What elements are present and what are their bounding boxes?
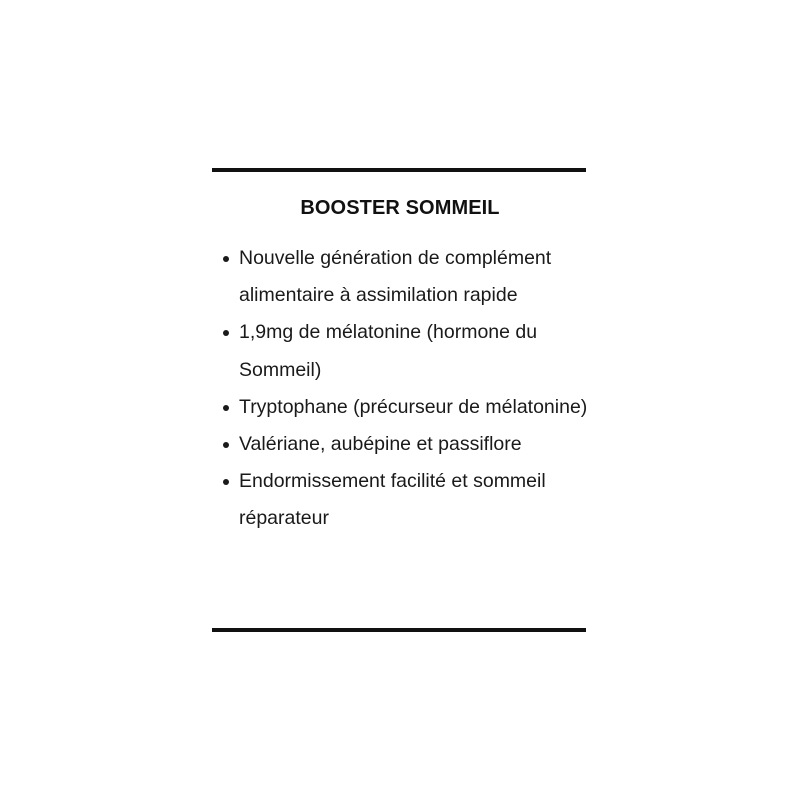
bullet-icon	[223, 330, 229, 336]
bullet-icon	[223, 479, 229, 485]
feature-list	[218, 240, 608, 538]
list-item-text: Valériane, aubépine et passiflore	[239, 433, 522, 456]
bullet-icon	[223, 442, 229, 448]
list-item	[218, 240, 608, 314]
list-item-text: 1,9mg de mélatonine (hormone du Sommeil)	[239, 321, 538, 381]
list-item-text: Nouvelle génération de complément alimentaire à assimilation rapide	[239, 247, 552, 307]
bullet-icon	[223, 256, 229, 262]
list-item-text: Tryptophane (précurseur de mélatonine)	[239, 395, 588, 418]
list-item	[218, 314, 608, 388]
bullet-icon	[223, 405, 229, 411]
list-item	[218, 426, 608, 463]
top-divider	[212, 168, 586, 172]
page-title: BOOSTER SOMMEIL	[300, 197, 500, 219]
bottom-divider	[212, 628, 586, 632]
list-item	[218, 389, 608, 426]
list-item	[218, 463, 608, 537]
list-item-text: Endormissement facilité et sommeil réparateur	[239, 470, 546, 530]
